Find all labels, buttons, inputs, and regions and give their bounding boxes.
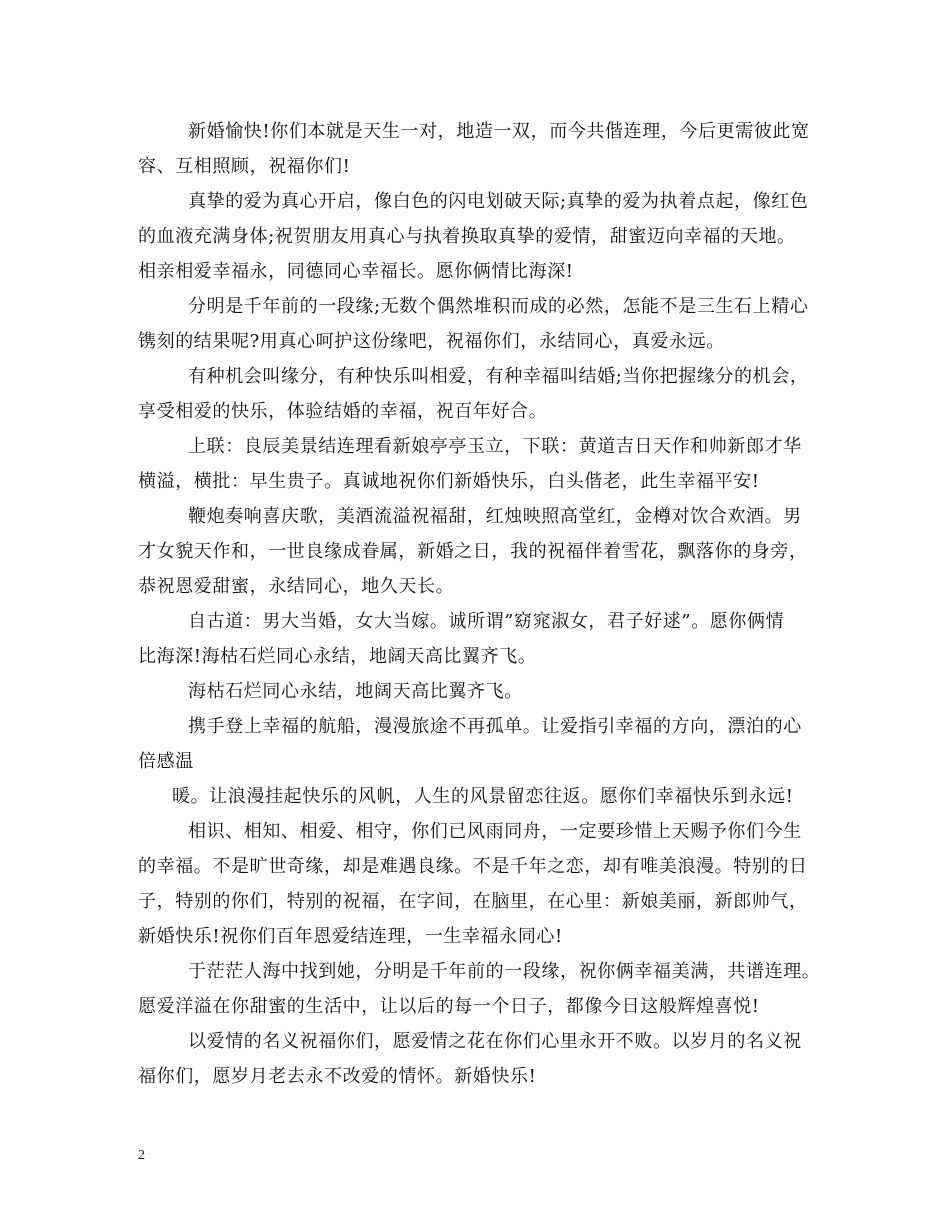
text-line: 于茫茫人海中找到她，分明是千年前的一段缘，祝你俩幸福美满，共谱连理。 <box>188 961 821 982</box>
text-line: 海枯石烂同心永结，地阔天高比翼齐飞。 <box>188 681 523 702</box>
text-line: 分明是千年前的一段缘;无数个偶然堆积而成的必然，怎能不是三生石上精心 <box>188 296 809 317</box>
text-line: 上联：良辰美景结连理看新娘亭亭玉立，下联：黄道吉日天作和帅新郎才华 <box>188 436 802 457</box>
text-line: 新婚快乐!祝你们百年恩爱结连理，一生幸福永同心! <box>138 926 563 947</box>
text-line: 的幸福。不是旷世奇缘，却是难遇良缘。不是千年之恋，却有唯美浪漫。特别的日 <box>138 856 808 877</box>
text-line: 的血液充满身体;祝贺朋友用真心与执着换取真挚的爱情，甜蜜迈向幸福的天地。 <box>138 226 796 247</box>
page-number: 2 <box>138 1148 145 1163</box>
text-line: 才女貌天作和，一世良缘成眷属，新婚之日，我的祝福伴着雪花，飘落你的身旁， <box>138 541 808 562</box>
text-line: 新婚愉快!你们本就是天生一对，地造一双，而今共偕连理，今后更需彼此宽 <box>188 121 810 142</box>
text-line: 相识、相知、相爱、相守，你们已风雨同舟，一定要珍惜上天赐予你们今生 <box>188 821 802 842</box>
text-line: 恭祝恩爱甜蜜，永结同心，地久天长。 <box>138 576 455 597</box>
text-line: 享受相爱的快乐，体验结婚的幸福，祝百年好合。 <box>138 401 548 422</box>
text-line: 倍感温 <box>138 751 194 772</box>
text-line: 有种机会叫缘分，有种快乐叫相爱，有种幸福叫结婚;当你把握缘分的机会， <box>188 366 809 387</box>
text-line: 子，特别的你们，特别的祝福，在字间，在脑里，在心里：新娘美丽，新郎帅气， <box>138 891 808 912</box>
text-line: 鞭炮奏响喜庆歌，美酒流溢祝福甜，红烛映照高堂红，金樽对饮合欢酒。男 <box>188 506 802 527</box>
text-line: 容、互相照顾，祝福你们! <box>138 156 351 177</box>
text-line: 以爱情的名义祝福你们，愿爱情之花在你们心里永开不败。以岁月的名义祝 <box>188 1031 802 1052</box>
text-line: 横溢，横批：早生贵子。真诚地祝你们新婚快乐，白头偕老，此生幸福平安! <box>138 471 760 492</box>
text-line: 福你们，愿岁月老去永不改爱的情怀。新婚快乐! <box>138 1066 537 1087</box>
text-line: 自古道：男大当婚，女大当嫁。诚所谓”窈窕淑女，君子好逑”。愿你俩情 <box>188 611 785 632</box>
text-line: 携手登上幸福的航船，漫漫旅途不再孤单。让爱指引幸福的方向，漂泊的心 <box>188 716 802 737</box>
text-line: 镌刻的结果呢?用真心呵护这份缘吧，祝福你们，永结同心，真爱永远。 <box>138 331 725 352</box>
text-line: 比海深!海枯石烂同心永结，地阔天高比翼齐飞。 <box>138 646 537 667</box>
text-line: 暖。让浪漫挂起快乐的风帆，人生的风景留恋往返。愿你们幸福快乐到永远! <box>172 786 794 807</box>
text-line: 真挚的爱为真心开启，像白色的闪电划破天际;真挚的爱为执着点起，像红色 <box>188 191 809 212</box>
text-line: 相亲相爱幸福永，同德同心幸福长。愿你俩情比海深! <box>138 261 574 282</box>
text-line: 愿爱洋溢在你甜蜜的生活中，让以后的每一个日子，都像今日这般辉煌喜悦! <box>138 996 760 1017</box>
